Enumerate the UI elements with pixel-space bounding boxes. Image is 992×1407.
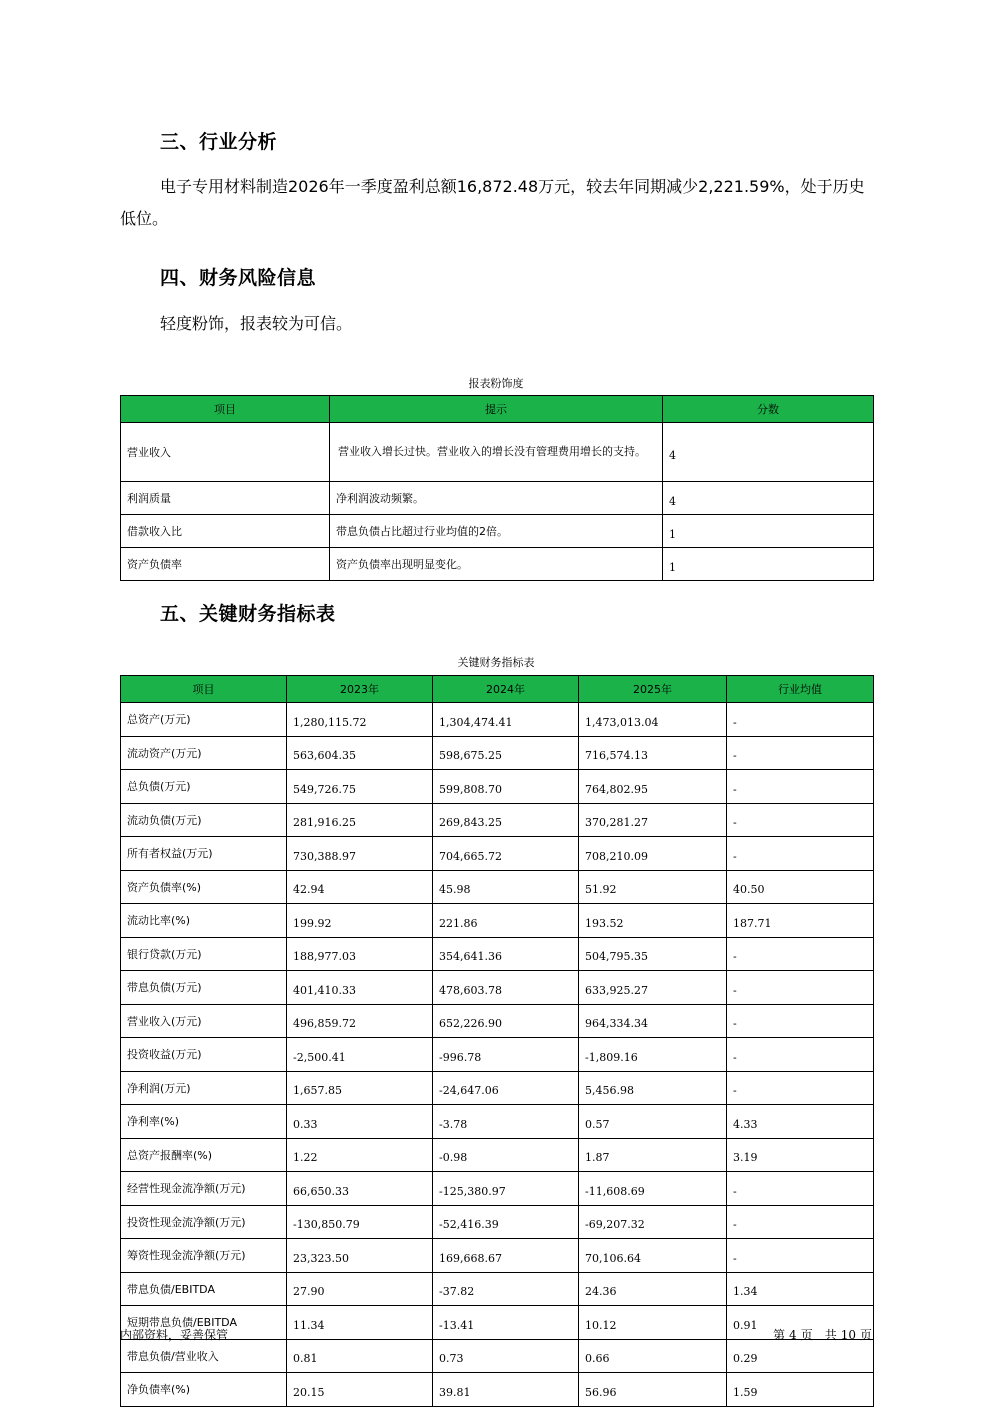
risk-item: 利润质量 [121,482,330,515]
kpi-value: -52,416.39 [433,1205,579,1239]
table-row [121,1004,874,1038]
kpi-value: 0.81 [287,1339,433,1373]
kpi-value: 478,603.78 [433,971,579,1005]
kpi-value: - [727,971,874,1005]
risk-hint: 营业收入增长过快。营业收入的增长没有管理费用增长的支持。 [330,423,663,482]
kpi-value: -125,380.97 [433,1172,579,1206]
footer-confidential-note: 内部资料，妥善保管 [120,1328,229,1342]
table-row [121,1239,874,1273]
kpi-item: 净负债率(%) [121,1373,287,1407]
kpi-item: 所有者权益(万元) [121,837,287,871]
kpi-value: 0.33 [287,1105,433,1139]
section-heading-risk: 四、财务风险信息 [160,267,317,289]
risk-score: 4 [663,482,874,515]
kpi-value: 0.57 [579,1105,727,1139]
kpi-value: 11.34 [287,1306,433,1340]
table-row [121,423,874,482]
kpi-item: 净利润(万元) [121,1071,287,1105]
kpi-value: 0.73 [433,1339,579,1373]
kpi-item: 筹资性现金流净额(万元) [121,1239,287,1273]
risk-score: 1 [663,515,874,548]
kpi-value: 1.59 [727,1373,874,1407]
risk-score: 4 [663,423,874,482]
kpi-value: 730,388.97 [287,837,433,871]
table-row [121,1205,874,1239]
kpi-item: 流动比率(%) [121,904,287,938]
kpi-value: 221.86 [433,904,579,938]
kpi-value: -0.98 [433,1138,579,1172]
kpi-item: 短期带息负债/EBITDA [121,1306,287,1340]
risk-table-caption: 报表粉饰度 [468,377,524,390]
table-row [121,515,874,548]
kpi-header-item: 项目 [121,676,287,703]
kpi-value: 51.92 [579,870,727,904]
industry-paragraph: 电子专用材料制造2026年一季度盈利总额16,872.48万元，较去年同期减少2,221.59%，处于历史低位。 [120,177,865,228]
kpi-value: 1.34 [727,1272,874,1306]
kpi-value: 193.52 [579,904,727,938]
kpi-value: 504,795.35 [579,937,727,971]
table-row [121,971,874,1005]
kpi-value: 652,226.90 [433,1004,579,1038]
table-row [121,1105,874,1139]
kpi-item: 流动负债(万元) [121,803,287,837]
kpi-value: 598,675.25 [433,736,579,770]
table-row [121,1272,874,1306]
kpi-value: - [727,1239,874,1273]
table-row [121,548,874,581]
risk-header-item: 项目 [121,396,330,423]
kpi-header-2024: 2024年 [433,676,579,703]
kpi-value: - [727,803,874,837]
kpi-item: 带息负债/EBITDA [121,1272,287,1306]
kpi-value: 1.22 [287,1138,433,1172]
kpi-value: 354,641.36 [433,937,579,971]
kpi-value: 42.94 [287,870,433,904]
kpi-value: 56.96 [579,1373,727,1407]
kpi-value: 27.90 [287,1272,433,1306]
kpi-value: 599,808.70 [433,770,579,804]
table-row [121,1071,874,1105]
kpi-value: 1,473,013.04 [579,703,727,737]
risk-item: 借款收入比 [121,515,330,548]
kpi-value: 496,859.72 [287,1004,433,1038]
kpi-value: -1,809.16 [579,1038,727,1072]
section-heading-kpi: 五、关键财务指标表 [160,603,336,625]
kpi-value: - [727,1004,874,1038]
table-row [121,736,874,770]
kpi-value: -13.41 [433,1306,579,1340]
risk-paragraph: 轻度粉饰，报表较为可信。 [160,314,353,333]
kpi-value: -3.78 [433,1105,579,1139]
kpi-value: 964,334.34 [579,1004,727,1038]
kpi-item: 带息负债(万元) [121,971,287,1005]
kpi-value: 0.91 [727,1306,874,1340]
table-row [121,703,874,737]
kpi-value: 281,916.25 [287,803,433,837]
kpi-value: 1,657.85 [287,1071,433,1105]
risk-header-score: 分数 [663,396,874,423]
kpi-value: 24.36 [579,1272,727,1306]
kpi-table-caption: 关键财务指标表 [457,656,535,669]
kpi-value: - [727,1071,874,1105]
kpi-value: -130,850.79 [287,1205,433,1239]
table-row [121,837,874,871]
kpi-value: 70,106.64 [579,1239,727,1273]
kpi-value: 10.12 [579,1306,727,1340]
kpi-value: - [727,937,874,971]
kpi-value: 708,210.09 [579,837,727,871]
kpi-value: -69,207.32 [579,1205,727,1239]
kpi-value: - [727,1205,874,1239]
kpi-item: 总资产报酬率(%) [121,1138,287,1172]
risk-table [120,395,874,581]
kpi-value: 633,925.27 [579,971,727,1005]
kpi-value: -11,608.69 [579,1172,727,1206]
kpi-value: 188,977.03 [287,937,433,971]
section-heading-industry: 三、行业分析 [160,131,278,153]
kpi-header-2023: 2023年 [287,676,433,703]
kpi-value: 20.15 [287,1373,433,1407]
kpi-value: 45.98 [433,870,579,904]
table-row [121,482,874,515]
table-row [121,770,874,804]
kpi-value: 0.29 [727,1339,874,1373]
kpi-table-header-row [121,676,874,703]
table-row [121,1306,874,1340]
kpi-value: - [727,703,874,737]
kpi-value: 23,323.50 [287,1239,433,1273]
kpi-value: - [727,736,874,770]
kpi-header-2025: 2025年 [579,676,727,703]
kpi-value: 5,456.98 [579,1071,727,1105]
kpi-item: 经营性现金流净额(万元) [121,1172,287,1206]
kpi-value: 549,726.75 [287,770,433,804]
table-row [121,1172,874,1206]
kpi-item: 带息负债/营业收入 [121,1339,287,1373]
kpi-table [120,675,874,1407]
kpi-value: 563,604.35 [287,736,433,770]
risk-hint: 带息负债占比超过行业均值的2倍。 [330,515,663,548]
kpi-value: 199.92 [287,904,433,938]
kpi-item: 总资产(万元) [121,703,287,737]
kpi-item: 净利率(%) [121,1105,287,1139]
risk-item: 资产负债率 [121,548,330,581]
kpi-header-industry-avg: 行业均值 [727,676,874,703]
kpi-value: 0.66 [579,1339,727,1373]
kpi-item: 总负债(万元) [121,770,287,804]
kpi-value: 704,665.72 [433,837,579,871]
risk-hint: 净利润波动频繁。 [330,482,663,515]
risk-score: 1 [663,548,874,581]
risk-table-header-row [121,396,874,423]
kpi-value: - [727,770,874,804]
kpi-value: - [727,837,874,871]
table-row [121,937,874,971]
table-row [121,1373,874,1407]
kpi-value: 187.71 [727,904,874,938]
table-row [121,1138,874,1172]
table-row [121,1038,874,1072]
risk-header-hint: 提示 [330,396,663,423]
kpi-value: 1.87 [579,1138,727,1172]
kpi-value: -2,500.41 [287,1038,433,1072]
kpi-value: 4.33 [727,1105,874,1139]
kpi-item: 营业收入(万元) [121,1004,287,1038]
kpi-value: 1,280,115.72 [287,703,433,737]
risk-hint: 资产负债率出现明显变化。 [330,548,663,581]
risk-item: 营业收入 [121,423,330,482]
kpi-value: - [727,1172,874,1206]
kpi-value: 716,574.13 [579,736,727,770]
kpi-value: 3.19 [727,1138,874,1172]
table-row [121,803,874,837]
kpi-value: -24,647.06 [433,1071,579,1105]
kpi-value: 401,410.33 [287,971,433,1005]
table-row [121,870,874,904]
kpi-value: -996.78 [433,1038,579,1072]
kpi-value: 40.50 [727,870,874,904]
kpi-item: 流动资产(万元) [121,736,287,770]
table-row [121,904,874,938]
kpi-value: -37.82 [433,1272,579,1306]
kpi-item: 银行贷款(万元) [121,937,287,971]
footer-page-number: 第 4 页 共 10 页 [773,1328,872,1342]
kpi-item: 资产负债率(%) [121,870,287,904]
kpi-item: 投资性现金流净额(万元) [121,1205,287,1239]
kpi-item: 投资收益(万元) [121,1038,287,1072]
kpi-value: - [727,1038,874,1072]
kpi-value: 39.81 [433,1373,579,1407]
kpi-value: 269,843.25 [433,803,579,837]
table-row [121,1339,874,1373]
kpi-value: 66,650.33 [287,1172,433,1206]
kpi-value: 169,668.67 [433,1239,579,1273]
kpi-value: 370,281.27 [579,803,727,837]
kpi-value: 1,304,474.41 [433,703,579,737]
kpi-value: 764,802.95 [579,770,727,804]
